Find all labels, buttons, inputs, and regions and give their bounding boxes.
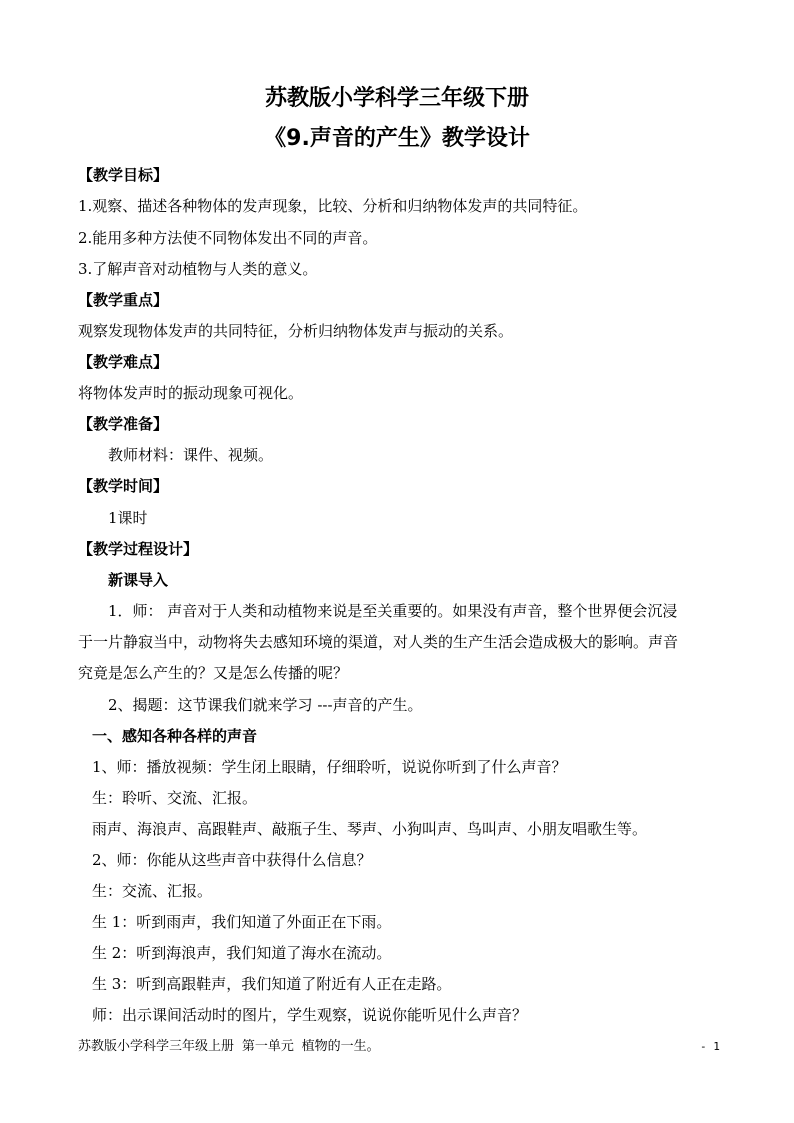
page-number: - 1 <box>700 1040 720 1053</box>
intro-paragraph: 2、揭题：这节课我们就来学习 ---声音的产生。 <box>108 696 423 714</box>
difficulty-text: 将物体发声时的振动现象可视化。 <box>78 384 304 402</box>
paragraph: 生 3：听到高跟鞋声，我们知道了附近有人正在走路。 <box>92 975 452 993</box>
document-title: 苏教版小学科学三年级下册 <box>264 86 529 111</box>
key-points-heading: 【教学重点】 <box>78 291 169 309</box>
part-one-heading: 一、感知各种各样的声音 <box>92 727 258 745</box>
key-points-text: 观察发现物体发声的共同特征，分析归纳物体发声与振动的关系。 <box>78 322 514 340</box>
paragraph: 生 1：听到雨声，我们知道了外面正在下雨。 <box>92 913 392 931</box>
paragraph: 生：聆听、交流、汇报。 <box>92 789 258 807</box>
paragraph: 雨声、海浪声、高跟鞋声、敲瓶子生、琴声、小狗叫声、鸟叫声、小朋友唱歌生等。 <box>92 820 648 838</box>
preparation-heading: 【教学准备】 <box>78 415 169 433</box>
goal-item: 2.能用多种方法使不同物体发出不同的声音。 <box>78 229 378 247</box>
paragraph: 师：出示课间活动时的图片，学生观察，说说你能听见什么声音？ <box>92 1006 528 1024</box>
page-footer-text: 苏教版小学科学三年级上册 第一单元 植物的一生。 <box>78 1039 380 1054</box>
intro-paragraph-line: 究竟是怎么产生的？又是怎么传播的呢？ <box>78 664 349 682</box>
paragraph: 1、师：播放视频：学生闭上眼睛，仔细聆听，说说你听到了什么声音？ <box>92 758 567 776</box>
paragraph: 2、师：你能从这些声音中获得什么信息？ <box>92 851 372 869</box>
intro-heading: 新课导入 <box>108 571 169 589</box>
paragraph: 生：交流、汇报。 <box>92 882 213 900</box>
goals-heading: 【教学目标】 <box>78 166 169 184</box>
time-text: 1课时 <box>108 509 148 527</box>
document-subtitle: 《9.声音的产生》教学设计 <box>264 126 530 151</box>
difficulty-heading: 【教学难点】 <box>78 353 169 371</box>
time-heading: 【教学时间】 <box>78 477 169 495</box>
preparation-text: 教师材料：课件、视频。 <box>108 446 274 464</box>
intro-paragraph-line: 1．师： 声音对于人类和动植物来说是至关重要的。如果没有声音，整个世界便会沉浸 <box>108 602 678 620</box>
process-heading: 【教学过程设计】 <box>78 540 199 558</box>
goal-item: 3.了解声音对动植物与人类的意义。 <box>78 260 318 278</box>
paragraph: 生 2：听到海浪声，我们知道了海水在流动。 <box>92 944 392 962</box>
intro-paragraph-line: 于一片静寂当中，动物将失去感知环境的渠道，对人类的生产生活会造成极大的影响。声音 <box>78 633 679 651</box>
goal-item: 1.观察、描述各种物体的发声现象，比较、分析和归纳物体发声的共同特征。 <box>78 197 588 215</box>
